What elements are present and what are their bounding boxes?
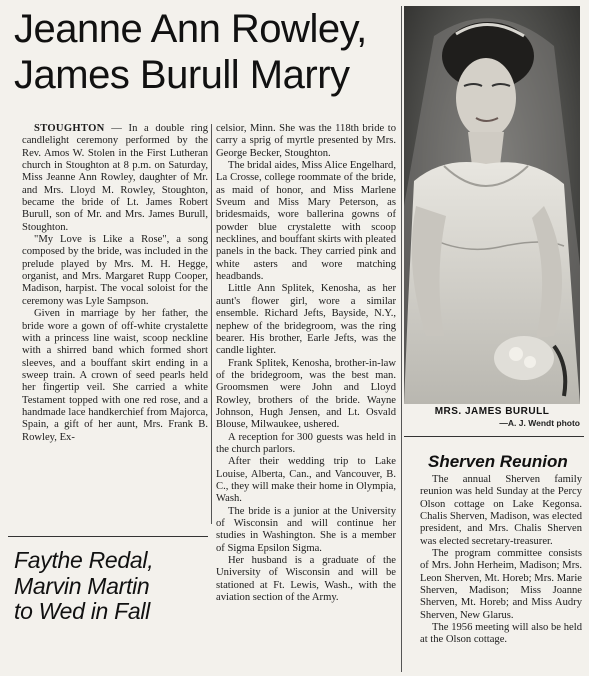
article-paragraph [22,123,208,234]
column-divider [211,124,212,524]
article-column-1 [22,123,208,523]
side-story-column [420,474,582,672]
article-paragraph: A reception for 300 guests was held in the church parlors. [216,431,396,455]
photo-caption: MRS. JAMES BURULL [434,406,550,417]
article-paragraph: Her husband is a graduate of the University of Wisconsin and will be stationed at Ft. Lewis, Wash., with the aviation section of the Army. [216,555,396,604]
bride-portrait-image [404,6,580,404]
headline [14,6,399,98]
article-paragraph: The bridal aides, Miss Alice Engelhard, La Crosse, college roommate of the bride, as maid of honor, and Miss Marlene Sveum and Miss Mary Peterson, as bridesmaids, wore ballerina gowns of powder blue crystalette with scoop necklines, and bouffant skirts with pleated panels in the back. They carried pink and white asters and wore matching headbands. [216,160,396,283]
side-story-paragraph: The program committee consists of Mrs. John Herheim, Madison; Mrs. Leon Sherven, Mt. Horeb; Mrs. Marie Sherven, Madison; Miss Joanne Sherven, Mt. Horeb; and Miss Audry Sherven, New Glarus. [420,548,582,621]
sub-headline-line-2: Marvin Martin [14,572,150,599]
dateline: STOUGHTON [34,123,105,134]
article-paragraph: celsior, Minn. She was the 118th bride to carry a sprig of myrtle presented by Mrs. George Becker, Stoughton. [216,123,396,159]
photo-credit: —A. J. Wendt photo [499,418,580,428]
article-text: — In a double ring candlelight ceremony performed by the Rev. Amos W. Stolen in the First Lutheran church in Stoughton at 8 p.m. on Saturday, Miss Jeanne Ann Rowley, daughter of Mr. and Mrs. Lloyd M. Rowley, Stoughton, became the bride of Lt. James Robert Burull, son of Mr. and Mrs. James Burull, Stoughton. [22,123,208,233]
article-column-2 [216,123,396,671]
section-divider [404,436,584,437]
article-paragraph: Frank Splitek, Kenosha, brother-in-law of the bridegroom, was the best man. Groomsmen were John and Lloyd Rowley, brothers of the bride. Wayne Johnson, Hugh Jensen, and Lt. Osvald Blouse, Milwaukee, ushered. [216,357,396,431]
side-story-headline: Sherven Reunion [428,452,568,471]
article-paragraph: "My Love is Like a Rose", a song composed by the bride, was included in the prelude played by Mrs. M. H. Hegge, organist, and Mrs. Margaret Rupp Cooper, Madison, harpist. The vocal soloist for the ceremony was Lyle Sampson. [22,234,208,307]
bride-photo [404,6,580,404]
headline-line-2: James Burull Marry [14,53,350,97]
headline-line-1: Jeanne Ann Rowley, [14,7,367,51]
side-story-paragraph: The 1956 meeting will also be held at the Olson cottage. [420,622,582,646]
side-story-paragraph: The annual Sherven family reunion was held Sunday at the Percy Olson cottage on Lake Kegonsa. Chalis Sherven, Madison, was elected president, and Mrs. Chalis Sherven was elected secretary-treasurer. [420,474,582,547]
sub-headline-line-3: to Wed in Fall [14,598,150,624]
article-paragraph: After their wedding trip to Lake Louise, Alberta, Can., and Vancouver, B. C., they will make their home in Olympia, Wash. [216,456,396,505]
sub-headline [14,548,210,625]
section-divider [8,536,208,537]
sub-headline-line-1: Faythe Redal, [14,547,154,573]
article-paragraph: Little Ann Splitek, Kenosha, as her aunt's flower girl, wore a similar ensemble. Richard Jefts, Bayside, N.Y., nephew of the bridegroom, was the ring bearer. His brother, Earle Jefts, was the candle lighter. [216,283,396,357]
article-paragraph: The bride is a junior at the University of Wisconsin and will continue her studies in Washington. She is a member of Sigma Epsilon Sigma. [216,505,396,554]
article-paragraph: Given in marriage by her father, the bride wore a gown of off-white crystalette with a princess line waist, scoop neckline with a shirred band which formed short sleeves, and a bouffant skirt ending in a sweep train. A crown of seed pearls held her fingertip veil. She carried a white Testament topped with one red rose, and a handmade lace handkerchief from Majorca, Spain, a gift of her aunt, Mrs. Frank B. Rowley, Ex- [22,308,208,443]
column-divider [401,6,402,672]
